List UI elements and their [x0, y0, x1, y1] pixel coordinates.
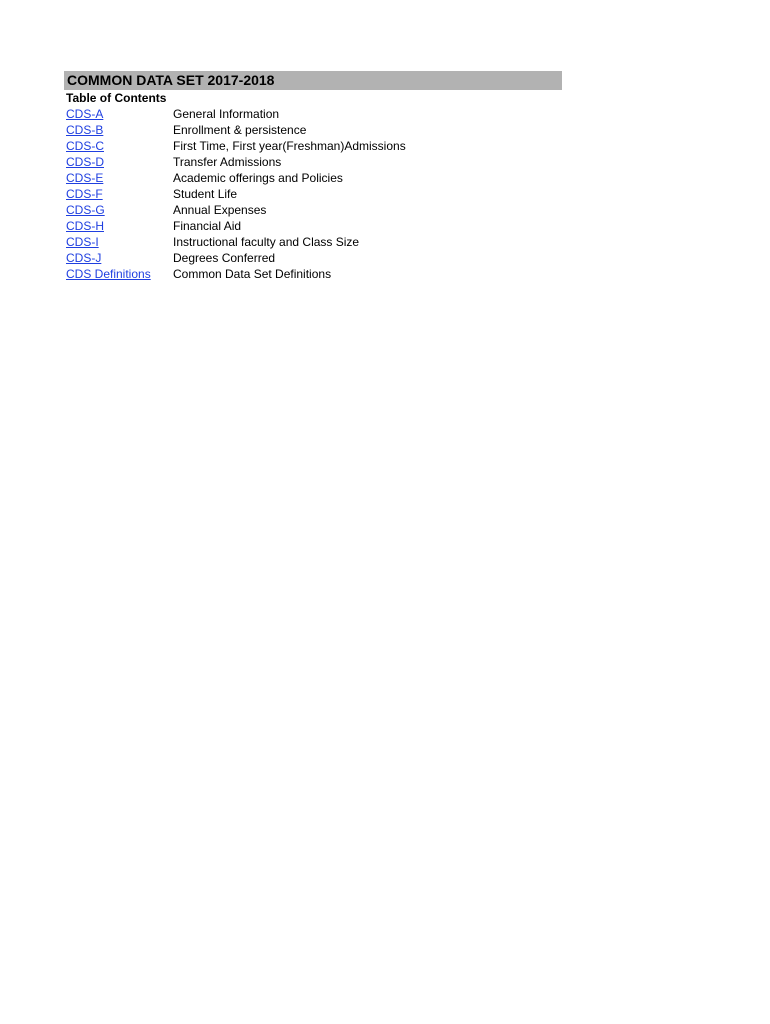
- toc-description: Common Data Set Definitions: [173, 267, 332, 281]
- toc-description: Transfer Admissions: [173, 155, 282, 169]
- toc-description: First Time, First year(Freshman)Admissions: [173, 139, 406, 153]
- toc-row: [64, 218, 562, 234]
- toc-row: [64, 186, 562, 202]
- toc-link-cds-f[interactable]: CDS-F: [66, 187, 103, 201]
- toc-row: [64, 154, 562, 170]
- toc-heading: Table of Contents: [66, 91, 167, 105]
- toc-link-cds-d[interactable]: CDS-D: [66, 155, 104, 169]
- toc-link-cds-i[interactable]: CDS-I: [66, 235, 99, 249]
- toc-row: [64, 138, 562, 154]
- toc-link-cds-h[interactable]: CDS-H: [66, 219, 104, 233]
- toc-row: [64, 122, 562, 138]
- toc-description: Annual Expenses: [173, 203, 267, 217]
- toc-link-cds-definitions[interactable]: CDS Definitions: [66, 267, 151, 281]
- spreadsheet-sheet: [64, 71, 562, 282]
- toc-row: [64, 234, 562, 250]
- toc-row: [64, 250, 562, 266]
- toc-row: [64, 266, 562, 282]
- toc-description: Instructional faculty and Class Size: [173, 235, 360, 249]
- toc-list: [64, 106, 562, 282]
- toc-row: [64, 202, 562, 218]
- toc-row: [64, 170, 562, 186]
- toc-description: General Information: [173, 107, 280, 121]
- toc-link-cds-e[interactable]: CDS-E: [66, 171, 104, 185]
- toc-row: [64, 106, 562, 122]
- toc-link-cds-c[interactable]: CDS-C: [66, 139, 104, 153]
- toc-description: Enrollment & persistence: [173, 123, 307, 137]
- toc-description: Degrees Conferred: [173, 251, 276, 265]
- toc-link-cds-a[interactable]: CDS-A: [66, 107, 104, 121]
- toc-description: Financial Aid: [173, 219, 242, 233]
- toc-description: Academic offerings and Policies: [173, 171, 343, 185]
- toc-link-cds-j[interactable]: CDS-J: [66, 251, 102, 265]
- toc-description: Student Life: [173, 187, 238, 201]
- page-title: COMMON DATA SET 2017-2018: [64, 71, 562, 90]
- toc-link-cds-b[interactable]: CDS-B: [66, 123, 104, 137]
- toc-link-cds-g[interactable]: CDS-G: [66, 203, 105, 217]
